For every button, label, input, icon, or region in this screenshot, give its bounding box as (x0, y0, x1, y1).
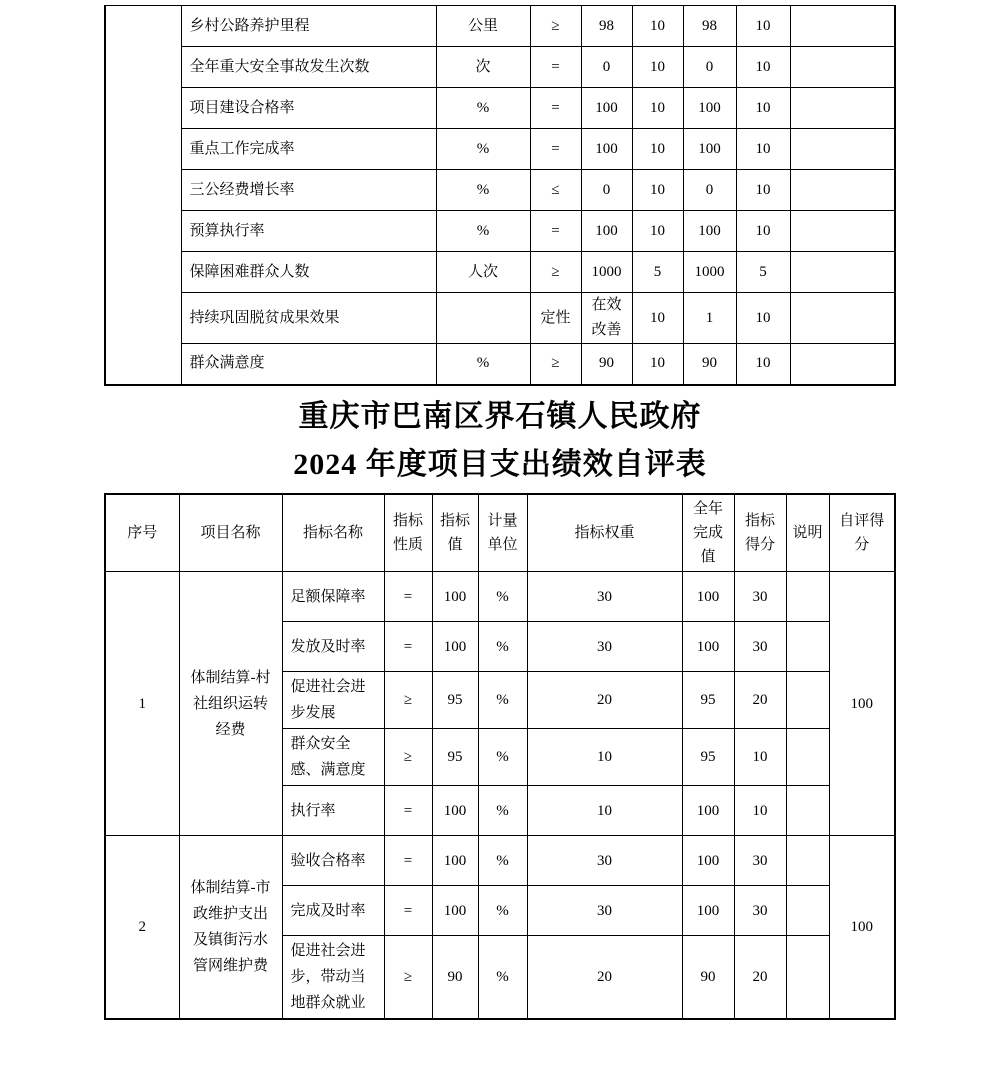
indicator-nature-cell: ≥ (384, 672, 432, 729)
unit-cell (436, 293, 530, 344)
project-name-cell: 体制结算-市政维护支出及镇街污水管网维护费 (179, 836, 282, 1020)
weight-cell: 10 (632, 6, 683, 47)
indicator-name-cell: 验收合格率 (282, 836, 384, 886)
unit-cell: % (478, 572, 527, 622)
indicator-value-cell: 100 (581, 129, 632, 170)
indicator-nature-cell: = (384, 886, 432, 936)
continuation-table-body (105, 6, 895, 385)
score-cell: 10 (734, 729, 786, 786)
note-cell (790, 252, 895, 293)
table-row (105, 129, 895, 170)
indicator-name-cell: 执行率 (282, 786, 384, 836)
completed-value-cell: 90 (682, 936, 734, 1020)
indicator-name-cell: 乡村公路养护里程 (181, 6, 436, 47)
indicator-nature-cell: ≥ (384, 936, 432, 1020)
score-cell: 20 (734, 936, 786, 1020)
indicator-nature-cell: = (384, 622, 432, 672)
completed-value-cell: 100 (682, 836, 734, 886)
project-name-cell: 体制结算-村社组织运转经费 (179, 572, 282, 836)
column-header-cell: 自评得分 (829, 494, 895, 572)
unit-cell: % (436, 170, 530, 211)
weight-cell: 20 (527, 672, 682, 729)
column-header-cell: 指标性质 (384, 494, 432, 572)
indicator-name-cell: 发放及时率 (282, 622, 384, 672)
indicator-nature-cell: ≥ (530, 344, 581, 385)
note-cell (786, 572, 829, 622)
unit-cell: % (478, 786, 527, 836)
weight-cell: 10 (632, 170, 683, 211)
unit-cell: % (436, 129, 530, 170)
score-cell: 5 (736, 252, 790, 293)
score-cell: 30 (734, 622, 786, 672)
note-cell (786, 622, 829, 672)
completed-value-cell: 100 (682, 572, 734, 622)
agency-title: 重庆市巴南区界石镇人民政府 (298, 399, 702, 433)
indicator-nature-cell: = (530, 129, 581, 170)
indicator-nature-cell: ≥ (530, 6, 581, 47)
table-row (105, 6, 895, 47)
score-cell: 10 (736, 47, 790, 88)
completed-value-cell: 90 (683, 344, 736, 385)
column-header-cell: 指标得分 (734, 494, 786, 572)
completed-value-cell: 0 (683, 47, 736, 88)
note-cell (786, 672, 829, 729)
score-cell: 10 (736, 344, 790, 385)
column-header-cell: 指标权重 (527, 494, 682, 572)
column-header-cell: 计量单位 (478, 494, 527, 572)
indicator-value-cell: 100 (432, 886, 478, 936)
score-cell: 10 (736, 170, 790, 211)
indicator-name-cell: 重点工作完成率 (181, 129, 436, 170)
indicator-value-cell: 95 (432, 729, 478, 786)
blank-column-cell (105, 6, 181, 385)
indicator-nature-cell: ≤ (530, 170, 581, 211)
unit-cell: % (478, 886, 527, 936)
note-cell (790, 6, 895, 47)
indicator-name-cell: 群众满意度 (181, 344, 436, 385)
note-cell (790, 47, 895, 88)
table-row (105, 88, 895, 129)
unit-cell: % (478, 622, 527, 672)
weight-cell: 10 (632, 293, 683, 344)
indicator-nature-cell: = (530, 47, 581, 88)
self-eval-table (104, 493, 896, 1021)
completed-value-cell: 0 (683, 170, 736, 211)
note-cell (790, 293, 895, 344)
indicator-nature-cell: = (384, 786, 432, 836)
note-cell (790, 129, 895, 170)
score-cell: 10 (736, 293, 790, 344)
completed-value-cell: 100 (683, 129, 736, 170)
header-row (105, 494, 895, 572)
unit-cell: 人次 (436, 252, 530, 293)
indicator-name-cell: 全年重大安全事故发生次数 (181, 47, 436, 88)
indicator-value-cell: 0 (581, 47, 632, 88)
weight-cell: 10 (632, 47, 683, 88)
indicator-nature-cell: 定性 (530, 293, 581, 344)
table-row (105, 252, 895, 293)
completed-value-cell: 1 (683, 293, 736, 344)
table-row (105, 170, 895, 211)
self-eval-table-body (105, 572, 895, 1020)
weight-cell: 10 (632, 88, 683, 129)
note-cell (790, 344, 895, 385)
indicator-name-cell: 项目建设合格率 (181, 88, 436, 129)
indicator-nature-cell: = (384, 572, 432, 622)
weight-cell: 30 (527, 622, 682, 672)
note-cell (790, 88, 895, 129)
completed-value-cell: 100 (682, 622, 734, 672)
indicator-value-cell: 100 (432, 786, 478, 836)
column-header-cell: 指标值 (432, 494, 478, 572)
note-cell (786, 936, 829, 1020)
score-cell: 30 (734, 572, 786, 622)
completed-value-cell: 100 (682, 886, 734, 936)
column-header-cell: 序号 (105, 494, 179, 572)
note-cell (786, 836, 829, 886)
table-row (105, 572, 895, 622)
weight-cell: 5 (632, 252, 683, 293)
completed-value-cell: 95 (682, 729, 734, 786)
note-cell (790, 211, 895, 252)
indicator-name-cell: 预算执行率 (181, 211, 436, 252)
unit-cell: % (478, 936, 527, 1020)
serial-number-cell: 1 (105, 572, 179, 836)
unit-cell: % (478, 836, 527, 886)
indicator-nature-cell: = (530, 211, 581, 252)
indicator-value-cell: 100 (581, 88, 632, 129)
score-cell: 20 (734, 672, 786, 729)
indicator-nature-cell: = (384, 836, 432, 886)
weight-cell: 10 (632, 211, 683, 252)
continuation-table (104, 5, 896, 386)
title-block (0, 393, 1000, 489)
score-cell: 10 (736, 129, 790, 170)
unit-cell: % (436, 211, 530, 252)
indicator-name-cell: 保障困难群众人数 (181, 252, 436, 293)
table-row (105, 211, 895, 252)
indicator-name-cell: 促进社会进步，带动当地群众就业 (282, 936, 384, 1020)
indicator-value-cell: 在效改善 (581, 293, 632, 344)
weight-cell: 10 (527, 729, 682, 786)
score-cell: 30 (734, 836, 786, 886)
table-row (105, 344, 895, 385)
weight-cell: 10 (632, 129, 683, 170)
unit-cell: % (436, 344, 530, 385)
column-header-cell: 全年完成值 (682, 494, 734, 572)
unit-cell: % (478, 672, 527, 729)
score-cell: 30 (734, 886, 786, 936)
unit-cell: % (478, 729, 527, 786)
indicator-value-cell: 1000 (581, 252, 632, 293)
indicator-name-cell: 持续巩固脱贫成果效果 (181, 293, 436, 344)
self-score-cell: 100 (829, 572, 895, 836)
indicator-value-cell: 98 (581, 6, 632, 47)
table-row (105, 293, 895, 344)
indicator-name-cell: 群众安全感、满意度 (282, 729, 384, 786)
completed-value-cell: 1000 (683, 252, 736, 293)
note-cell (786, 786, 829, 836)
column-header-cell: 说明 (786, 494, 829, 572)
column-header-cell: 项目名称 (179, 494, 282, 572)
weight-cell: 20 (527, 936, 682, 1020)
weight-cell: 10 (527, 786, 682, 836)
indicator-value-cell: 0 (581, 170, 632, 211)
completed-value-cell: 98 (683, 6, 736, 47)
serial-number-cell: 2 (105, 836, 179, 1020)
completed-value-cell: 100 (682, 786, 734, 836)
score-cell: 10 (736, 211, 790, 252)
column-header-cell: 指标名称 (282, 494, 384, 572)
indicator-value-cell: 90 (581, 344, 632, 385)
indicator-nature-cell: ≥ (530, 252, 581, 293)
weight-cell: 30 (527, 886, 682, 936)
score-cell: 10 (736, 6, 790, 47)
note-cell (786, 886, 829, 936)
indicator-nature-cell: = (530, 88, 581, 129)
table-row (105, 47, 895, 88)
completed-value-cell: 95 (682, 672, 734, 729)
weight-cell: 30 (527, 572, 682, 622)
indicator-value-cell: 100 (432, 836, 478, 886)
indicator-name-cell: 促进社会进步发展 (282, 672, 384, 729)
score-cell: 10 (736, 88, 790, 129)
unit-cell: 次 (436, 47, 530, 88)
indicator-value-cell: 90 (432, 936, 478, 1020)
indicator-value-cell: 95 (432, 672, 478, 729)
indicator-name-cell: 足额保障率 (282, 572, 384, 622)
indicator-value-cell: 100 (581, 211, 632, 252)
weight-cell: 10 (632, 344, 683, 385)
note-cell (786, 729, 829, 786)
indicator-name-cell: 完成及时率 (282, 886, 384, 936)
weight-cell: 30 (527, 836, 682, 886)
score-cell: 10 (734, 786, 786, 836)
unit-cell: 公里 (436, 6, 530, 47)
indicator-value-cell: 100 (432, 572, 478, 622)
indicator-name-cell: 三公经费增长率 (181, 170, 436, 211)
note-cell (790, 170, 895, 211)
completed-value-cell: 100 (683, 88, 736, 129)
indicator-nature-cell: ≥ (384, 729, 432, 786)
table-title: 2024 年度项目支出绩效自评表 (293, 447, 707, 481)
self-score-cell: 100 (829, 836, 895, 1020)
table-row (105, 836, 895, 886)
indicator-value-cell: 100 (432, 622, 478, 672)
completed-value-cell: 100 (683, 211, 736, 252)
unit-cell: % (436, 88, 530, 129)
